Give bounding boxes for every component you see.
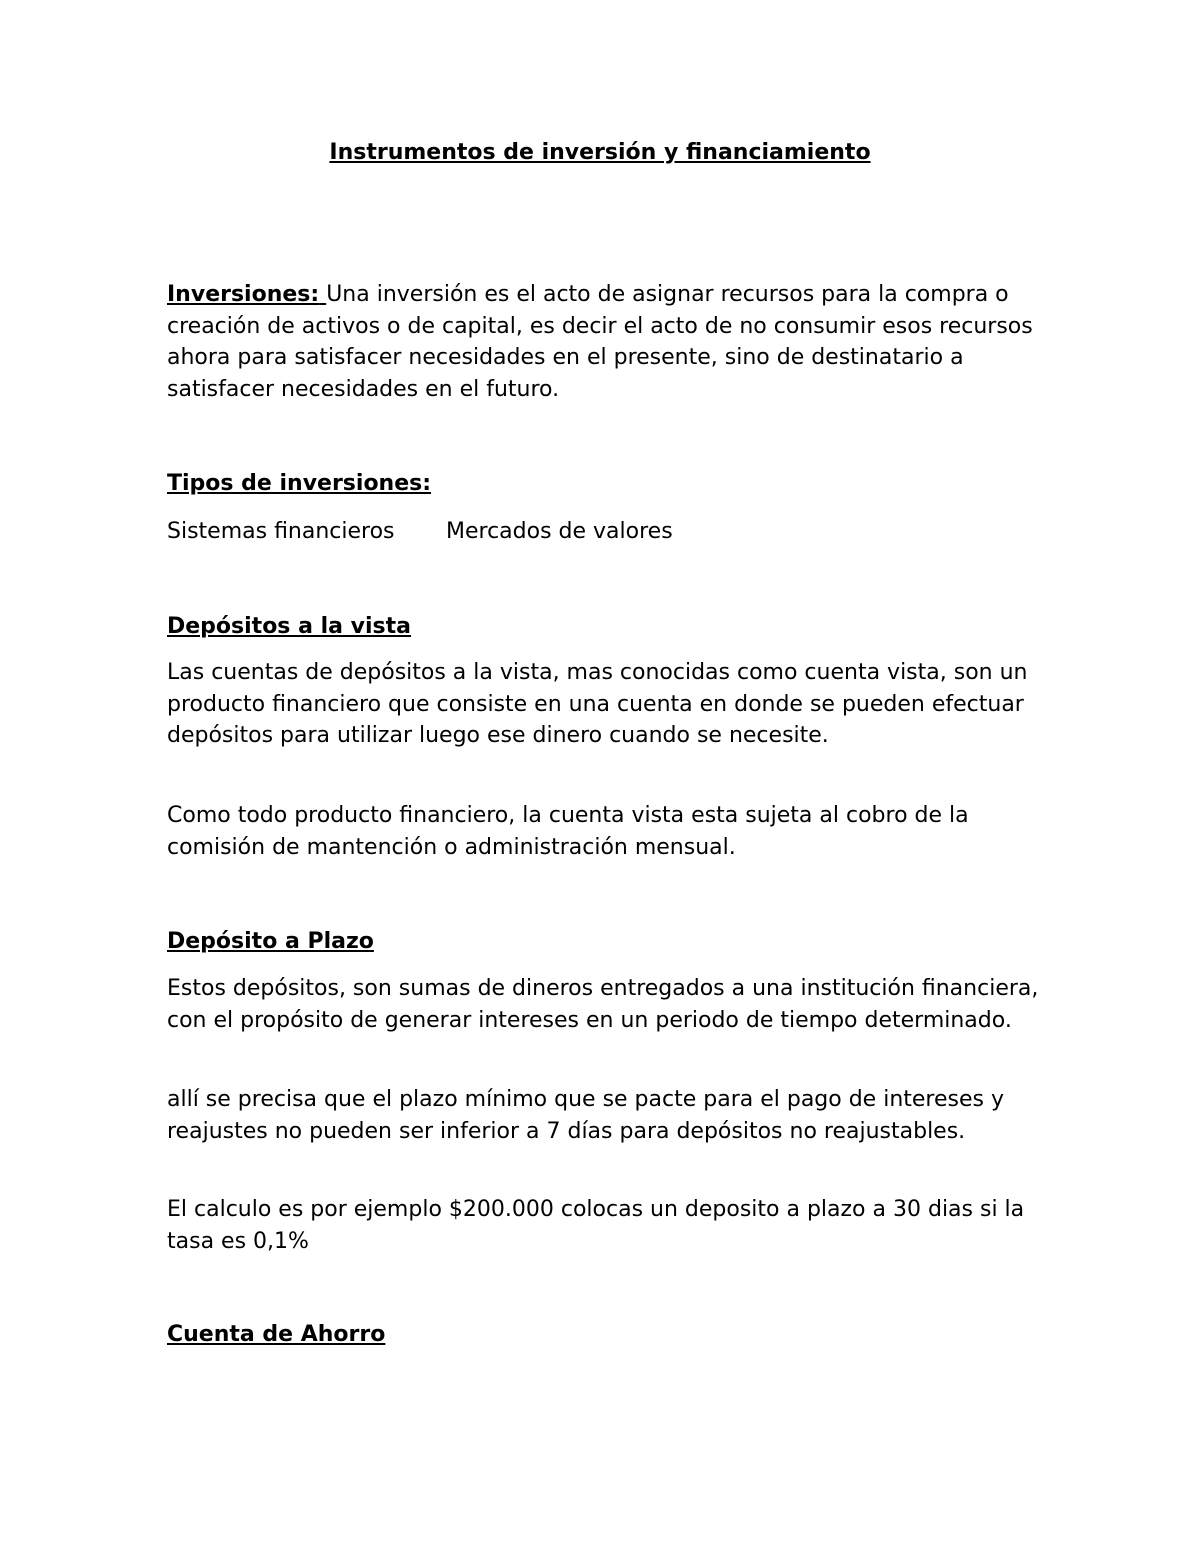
inversiones-paragraph	[167, 279, 1047, 405]
deposito-plazo-paragraph-1: Estos depósitos, son sumas de dineros entregados a una institución financiera, con el propósito de generar intereses en un periodo de tiempo determinado.	[167, 976, 1039, 1033]
inversiones-text: Una inversión es el acto de asignar recursos para la compra o creación de activos o de capital, es decir el acto de no consumir esos recursos ahora para satisfacer necesidades en el presente, sino de destinatario a satisfacer necesidades en el futuro.	[167, 282, 1033, 402]
document-title: Instrumentos de inversión y financiamiento	[329, 140, 871, 165]
cuenta-ahorro-heading: Cuenta de Ahorro	[167, 1322, 386, 1347]
depositos-vista-paragraph-2: Como todo producto financiero, la cuenta vista esta sujeta al cobro de la comisión de mantención o administración mensual.	[167, 803, 969, 860]
depositos-vista-paragraph-1: Las cuentas de depósitos a la vista, mas conocidas como cuenta vista, son un producto financiero que consiste en una cuenta en donde se pueden efectuar depósitos para utilizar luego ese dinero cuando se necesite.	[167, 660, 1028, 748]
deposito-plazo-heading: Depósito a Plazo	[167, 929, 374, 954]
depositos-vista-heading: Depósitos a la vista	[167, 614, 411, 639]
tipos-list	[167, 516, 1047, 548]
deposito-plazo-paragraph-2: allí se precisa que el plazo mínimo que se pacte para el pago de intereses y reajustes no pueden ser inferior a 7 días para depósitos no reajustables.	[167, 1087, 1004, 1144]
deposito-plazo-paragraph-3: El calculo es por ejemplo $200.000 colocas un deposito a plazo a 30 dias si la tasa es 0,1%	[167, 1197, 1025, 1254]
tipo-item-sistemas: Sistemas financieros	[167, 519, 395, 544]
tipos-heading: Tipos de inversiones:	[167, 471, 432, 496]
inversiones-term: Inversiones:	[167, 282, 320, 307]
tipo-item-mercados: Mercados de valores	[446, 519, 673, 544]
